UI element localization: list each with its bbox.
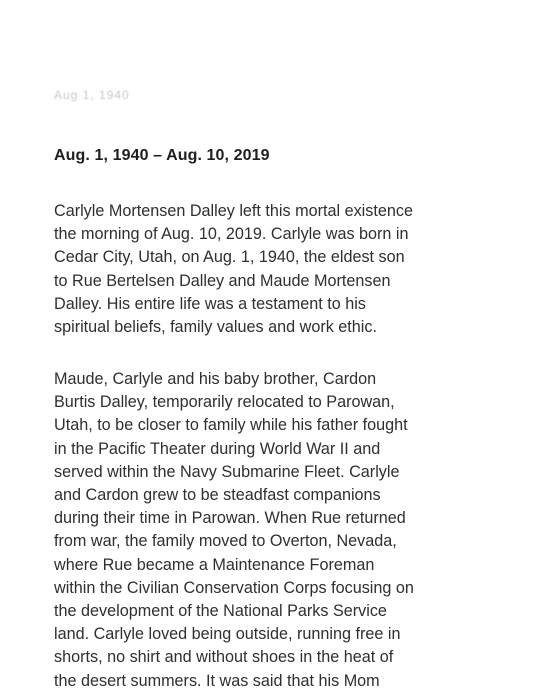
obituary-paragraph: Maude, Carlyle and his baby brother, Cardon Burtis Dalley, temporarily relocated to Parowan, Utah, to be closer to family while his father fought in the Pacific Theater during World War II and served within the Navy Submarine Fleet. Carlyle and Cardon grew to be steadfast companions during their time in Parowan. When Rue returned from war, the family moved to Overton, Nevada, where Rue became a Maintenance Foreman within the Civilian Conservation Corps focusing on the development of the National Parks Service land. Carlyle loved being outside, running free in shorts, no shirt and without shoes in the heat of the desert summers. It was said that his Mom — [54, 370, 414, 690]
life-dates-heading: Aug. 1, 1940 – Aug. 10, 2019 — [54, 147, 270, 164]
obituary-paragraph: Carlyle Mortensen Dalley left this mortal existence the morning of Aug. 10, 2019. Carlyle was born in Cedar City, Utah, on Aug. 1, 1940, the eldest son to Rue Bertelsen Dalley and Maude Mortensen Dalley. His entire life was a testament to his spiritual beliefs, family values and work ethic. — [54, 202, 413, 337]
faint-header-text: Aug 1, 1940 — [54, 88, 130, 102]
